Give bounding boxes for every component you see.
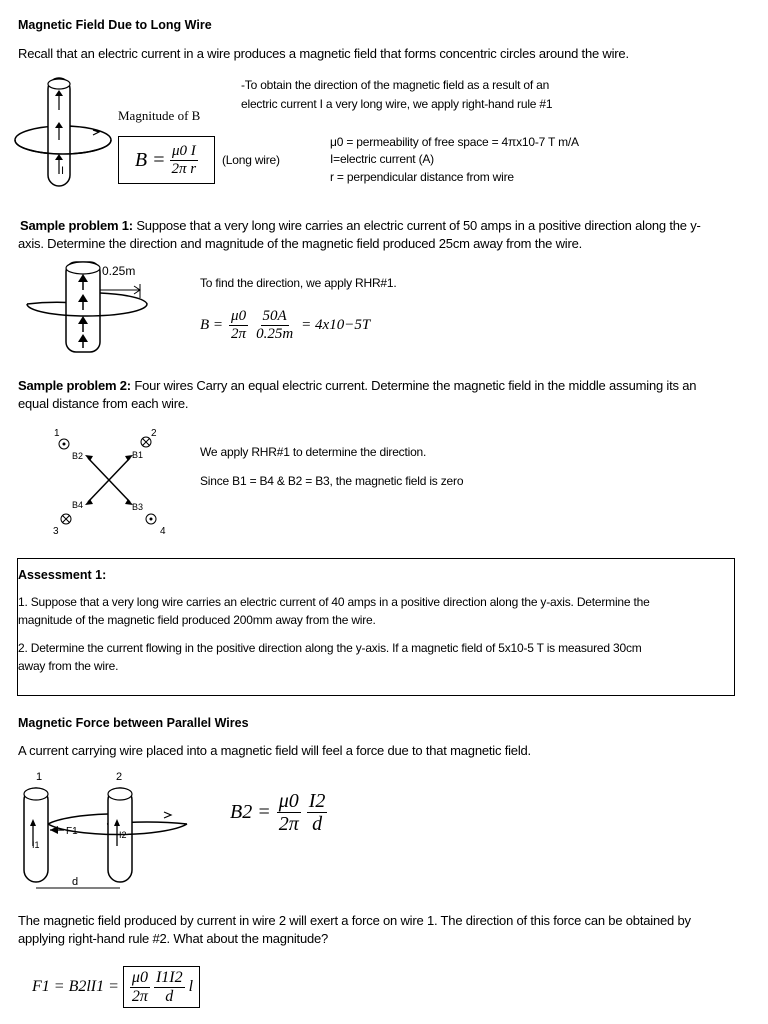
sample1-text-line2: axis. Determine the direction and magnitude of the magnetic field produced 25cm away from the wire.	[18, 236, 583, 251]
sample2-text-line1: Sample problem 2: Four wires Carry an equal electric current. Determine the magnetic field in the middle assuming its an	[18, 378, 697, 393]
section-title-parallel-wires: Magnetic Force between Parallel Wires	[18, 716, 249, 730]
sample2-note1: We apply RHR#1 to determine the direction.	[200, 445, 427, 459]
magnitude-label: Magnitude of B	[118, 108, 201, 123]
formula-box	[118, 136, 215, 184]
formula-numerator: μ0 I	[171, 143, 196, 159]
field-label-b2: B2	[72, 451, 84, 461]
current-2-label: I2	[119, 830, 127, 840]
long-wire-label: (Long wire)	[222, 153, 280, 167]
field-label-b4: B4	[72, 500, 84, 510]
field-label-b3: B3	[132, 502, 144, 512]
wire-1-label: 1	[36, 771, 43, 783]
force-label: F1	[66, 826, 78, 837]
assessment-box	[17, 558, 735, 696]
rhr-note-line1: -To obtain the direction of the magnetic field as a result of an	[241, 78, 550, 92]
current-1-label: I1	[32, 840, 40, 850]
section2-intro: A current carrying wire placed into a magnetic field will feel a force due to that magnetic field.	[18, 743, 531, 758]
sample1-equation: B = $\frac{\mu 0}{2\pi}$ $\frac{50A}{0.25m}$ = 4x10−5T	[200, 308, 371, 342]
long-wire-diagram	[10, 72, 120, 192]
force-equation: F1 = B2lI1 = $\frac{\mu 0}{2\pi}$ $\frac{I1I2}{d}$ l	[32, 966, 200, 1008]
def-distance: r = perpendicular distance from wire	[330, 170, 514, 184]
rhr-note-line2: electric current I a very long wire, we apply right-hand rule #1	[241, 97, 553, 111]
intro-text: Recall that an electric current in a wire produces a magnetic field that forms concentric circles around the wire.	[18, 46, 629, 61]
sample1-direction-note: To find the direction, we apply RHR#1.	[200, 276, 397, 290]
assessment-q1-line2: magnitude of the magnetic field produced 200mm away from the wire.	[18, 613, 376, 627]
sample1-heading: Sample problem 1:	[20, 218, 133, 233]
assessment-q2-line1: 2. Determine the current flowing in the positive direction along the y-axis. If a magnetic field of 5x10-5 T is measured 30cm	[18, 641, 642, 655]
wire-4-label: 4	[160, 526, 166, 537]
sample2-heading: Sample problem 2:	[18, 378, 131, 393]
b2-equation: B2 = $\frac{\mu 0}{2\pi}$ $\frac{I2}{d}$	[230, 790, 326, 835]
assessment-q1-line1: 1. Suppose that a very long wire carries an electric current of 40 amps in a positive direction along the y-axis. Determine the	[18, 595, 650, 609]
current-label: I	[61, 165, 65, 177]
conclusion-line2: applying right-hand rule #2. What about the magnitude?	[18, 931, 329, 946]
force-formula-box: $\frac{\mu 0}{2\pi}$ $\frac{I1I2}{d}$ l	[123, 966, 200, 1008]
formula-lhs: B =	[134, 148, 166, 171]
four-wires-diagram	[48, 424, 178, 539]
distance-label: 0.25m	[102, 264, 136, 278]
sample2-note2: Since B1 = B4 & B2 = B3, the magnetic field is zero	[200, 474, 464, 488]
wire-1-label: 1	[54, 428, 60, 439]
field-label-b1: B1	[132, 450, 144, 460]
sample1-wire-diagram	[22, 258, 152, 358]
formula-denominator: 2π r	[171, 160, 197, 177]
assessment-q2-line2: away from the wire.	[18, 659, 119, 673]
def-mu: μ0 = permeability of free space = 4πx10-7 T m/A	[330, 135, 579, 149]
wire-2-label: 2	[116, 771, 123, 783]
def-current: I=electric current (A)	[330, 152, 434, 166]
section-title-long-wire: Magnetic Field Due to Long Wire	[18, 18, 212, 32]
assessment-title: Assessment 1:	[18, 568, 107, 582]
wire-2-label: 2	[151, 428, 157, 439]
parallel-wires-diagram	[14, 766, 194, 892]
wire-3-label: 3	[53, 526, 59, 537]
sample1-text-line1: Sample problem 1: Suppose that a very long wire carries an electric current of 50 amps in a positive direction along the y-	[20, 218, 701, 233]
distance-label: d	[72, 876, 79, 888]
conclusion-line1: The magnetic field produced by current in wire 2 will exert a force on wire 1. The direction of this force can be obtained by	[18, 913, 691, 928]
sample2-text-line2: equal distance from each wire.	[18, 396, 189, 411]
